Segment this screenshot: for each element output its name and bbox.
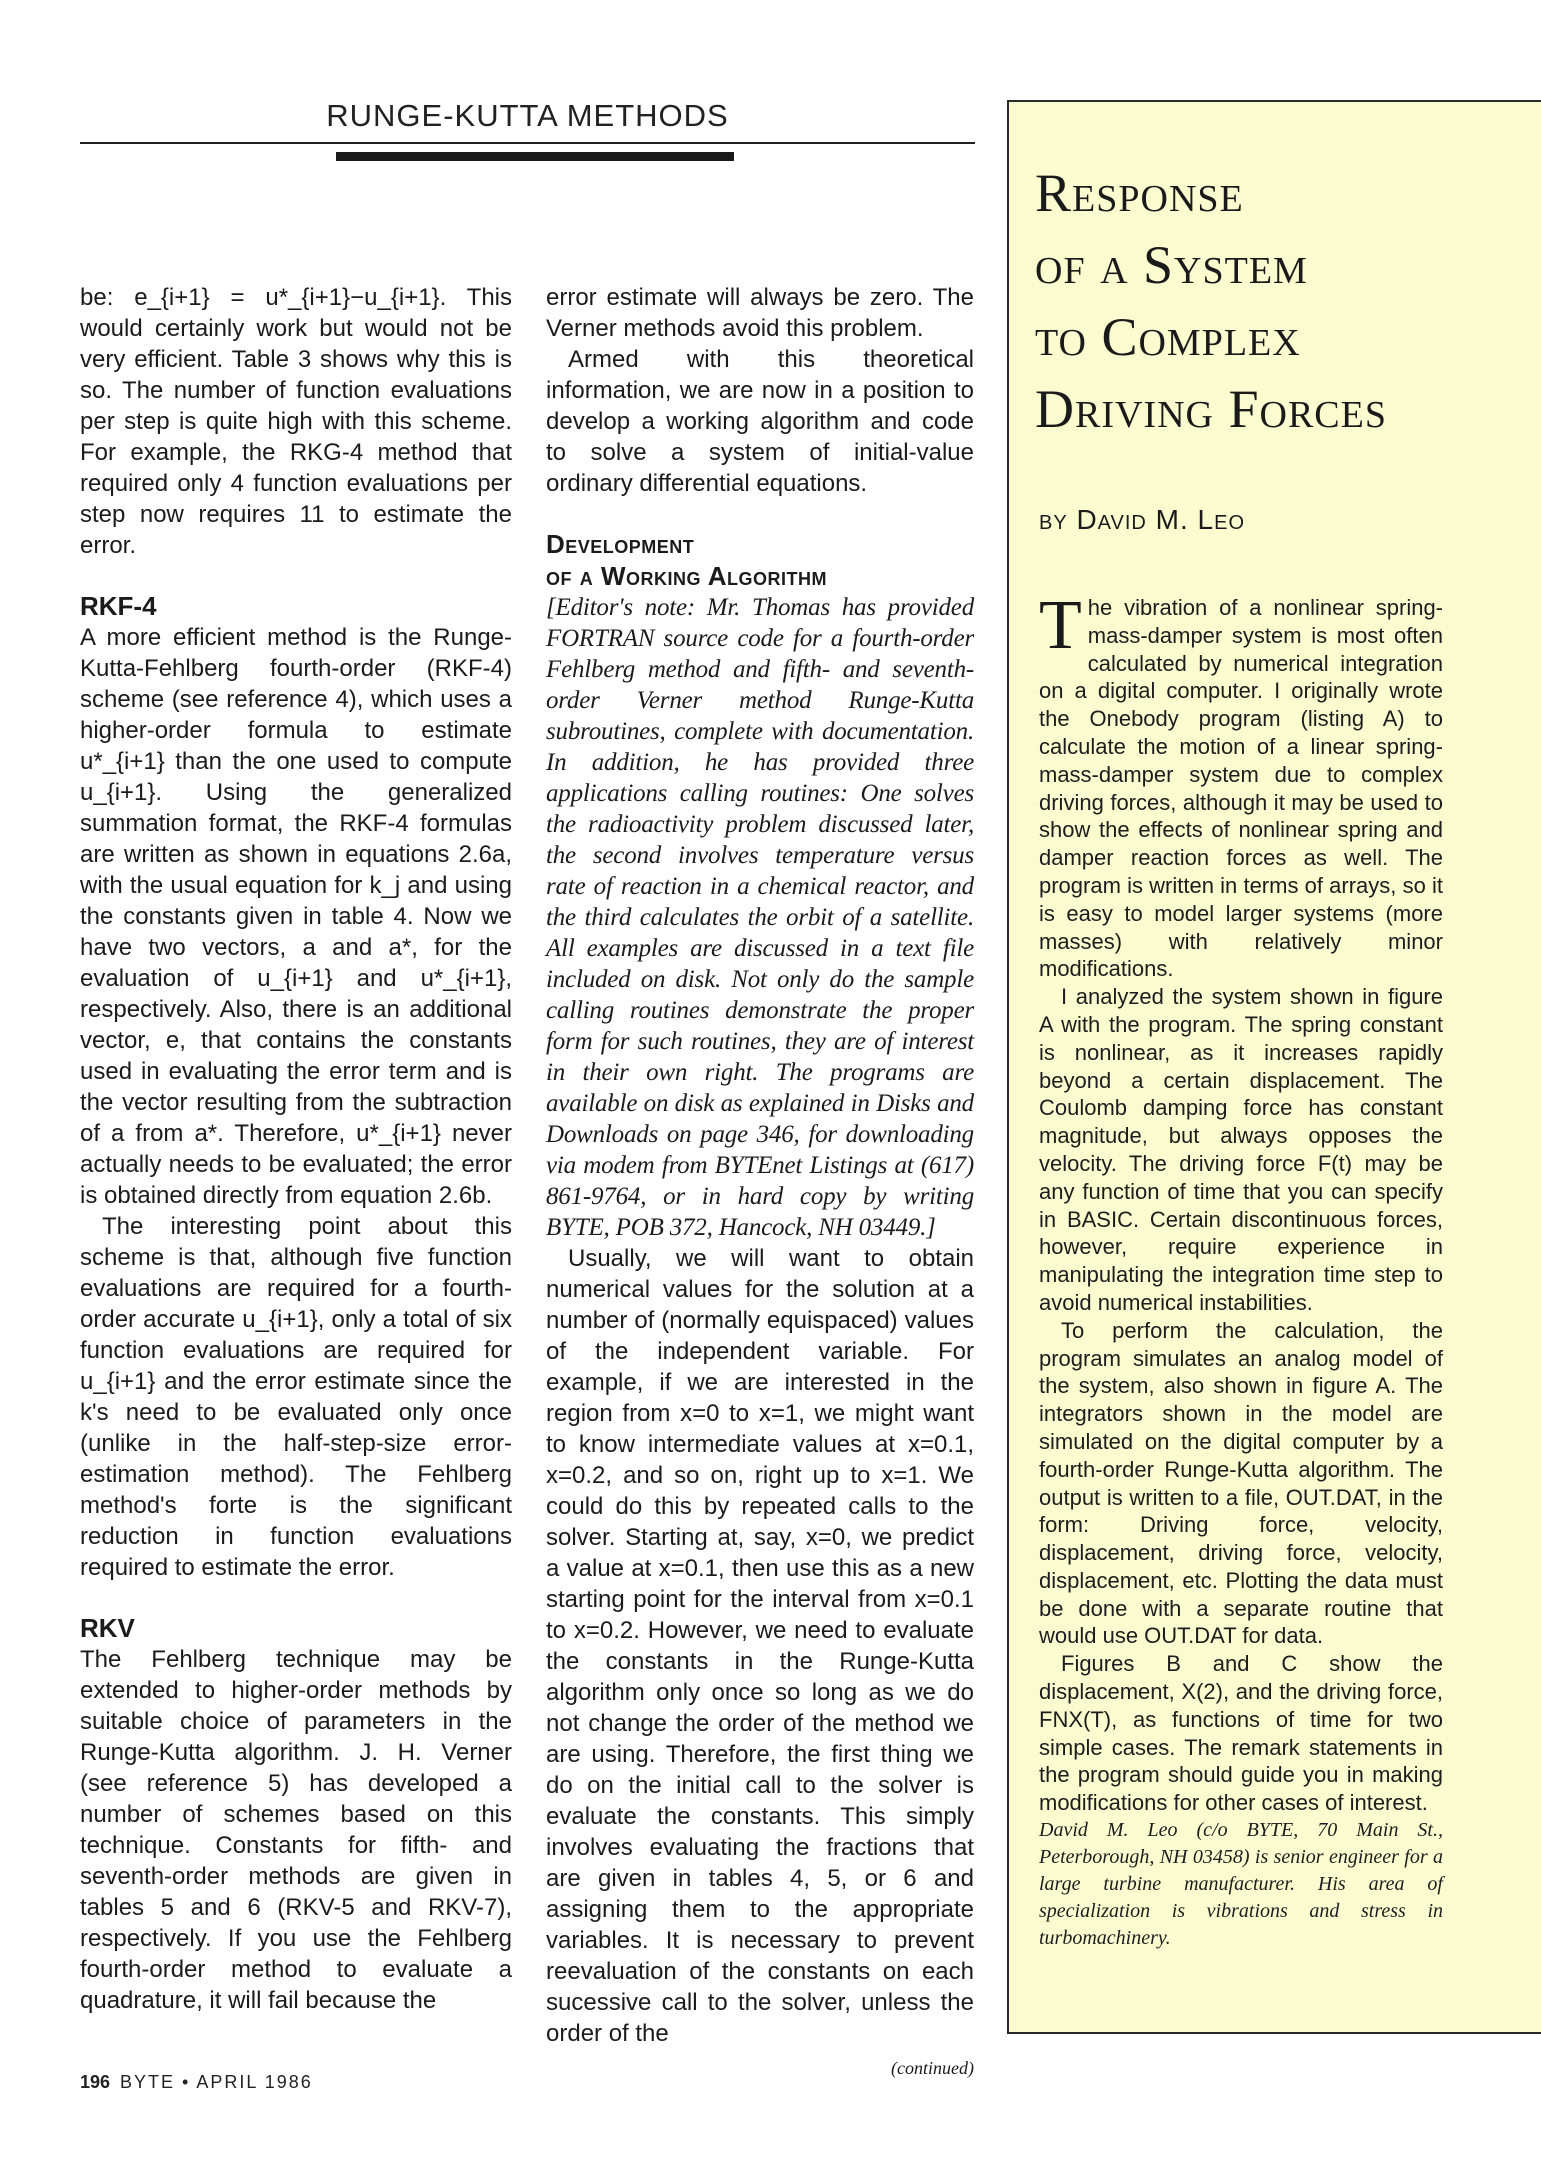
sidebar-byline: by David M. Leo: [1039, 504, 1246, 535]
sidebar-body: [1039, 587, 1443, 1952]
publication-info: BYTE • APRIL 1986: [120, 2072, 313, 2092]
sidebar-title-line3: to Complex: [1035, 307, 1301, 367]
paragraph-rkf4: A more efficient method is the Runge-Kutta-Fehlberg fourth-order (RKF-4) scheme (see reference 4), which uses a higher-order formula to estimate u*_{i+1} than the one used to compute u_{i+1}. Using the generalized summation format, the RKF-4 formulas are written as shown in equations 2.6a, with the usual equation for k_j and using the constants given in table 4. Now we have two vectors, a and a*, for the evaluation of u_{i+1} and u*_{i+1}, respectively. Also, there is an additional vector, e, that contains the constants used in evaluating the error term and is the vector resulting from the subtraction of a from a*. Therefore, u*_{i+1} never actually needs to be evaluated; the error is obtained directly from equation 2.6b.: [80, 624, 512, 1209]
paragraph-rkv: The Fehlberg technique may be extended to higher-order methods by suitable choice of parameters in the Runge-Kutta algorithm. J. H. Verner (see reference 5) has developed a number of schemes based on this technique. Constants for fifth- and seventh-order methods are given in tables 5 and 6 (RKV-5 and RKV-7), respectively. If you use the Fehlberg fourth-order method to evaluate a quadrature, it will fail because the: [80, 1646, 512, 2014]
paragraph-error-definition: be: e_{i+1} = u*_{i+1}−u_{i+1}. This would certainly work but would not be very efficient. Table 3 shows why this is so. The number of function evaluations per step is quite high with this scheme. For example, the RKG-4 method that required only 4 function evaluations per step now requires 11 to estimate the error.: [80, 284, 512, 559]
paragraph-armed: Armed with this theoretical information, we are now in a position to develop a working algorithm and code to solve a system of initial-value ordinary differential equations.: [546, 346, 974, 497]
sidebar-paragraph-4: Figures B and C show the displacement, X(2), and the driving force, FNX(T), as functions of time for two simple cases. The remark statements in the program should guide you in making modifications for other cases of interest.: [1039, 1651, 1443, 1816]
heading-rkv: RKV: [80, 1613, 135, 1643]
sidebar-title-line2: of a System: [1035, 235, 1308, 295]
column-left: [80, 282, 512, 2016]
continued-label: (continued): [891, 2058, 974, 2078]
running-header-title: RUNGE-KUTTA METHODS: [326, 98, 729, 133]
editors-note: [Editor's note: Mr. Thomas has provided FORTRAN source code for a fourth-order Fehlberg method and fifth- and seventh-order Verner method Runge-Kutta subroutines, complete with documentation. In addition, he has provided three applications calling routines: One solves the radioactivity problem discussed later, the second involves temperature versus rate of reaction in a chemical reactor, and the third calculates the orbit of a satellite. All examples are discussed in a text file included on disk. Not only do the sample calling routines demonstrate the proper form for such routines, they are of interest in their own right. The programs are available on disk as explained in Disks and Downloads on page 346, for downloading via modem from BYTEnet Listings at (617) 861-9764, or in hard copy by writing BYTE, POB 372, Hancock, NH 03449.]: [546, 594, 974, 1241]
sidebar-title-line1: Response: [1035, 163, 1244, 223]
author-bio: David M. Leo (c/o BYTE, 70 Main St., Peterborough, NH 03458) is senior engineer for a large turbine manufacturer. His area of specialization is vibrations and stress in turbomachinery.: [1039, 1819, 1443, 1950]
page-number: 196: [80, 2072, 111, 2092]
header-bar: [336, 152, 734, 161]
sidebar-title-line4: Driving Forces: [1035, 379, 1387, 439]
heading-development-line1: Development: [546, 529, 695, 559]
heading-development-line2: of a Working Algorithm: [546, 561, 828, 591]
sidebar-title: [1035, 157, 1535, 445]
sidebar-paragraph-3: To perform the calculation, the program simulates an analog model of the system, also shown in figure A. The integrators shown in the model are simulated on the digital computer by a fourth-order Runge-Kutta algorithm. The output is written to a file, OUT.DAT, in the form: Driving force, velocity, displacement, driving force, velocity, displacement, etc. Plotting the data must be done with a separate routine that would use OUT.DAT for data.: [1039, 1317, 1443, 1649]
header-rule: [80, 142, 975, 144]
drop-cap: T: [1039, 587, 1082, 664]
sidebar-box: [1007, 100, 1541, 2034]
sidebar-paragraph-1: he vibration of a nonlinear spring-mass-damper system is most often calculated by numerical integration on a digital computer. I originally wrote the Onebody program (listing A) to calculate the motion of a linear spring-mass-damper system due to complex driving forces, although it may be used to show the effects of nonlinear spring and damper reaction forces as well. The program is written in terms of arrays, so it is easy to model larger systems (more masses) with relatively minor modifications.: [1039, 595, 1443, 982]
paragraph-verner-avoid: error estimate will always be zero. The Verner methods avoid this problem.: [546, 284, 974, 342]
page-footer: [80, 2072, 313, 2093]
heading-rkf4: RKF-4: [80, 591, 157, 621]
sidebar-paragraph-2: I analyzed the system shown in figure A with the program. The spring constant is nonlinear, as it increases rapidly beyond a certain displacement. The Coulomb damping force has constant magnitude, but always opposes the velocity. The driving force F(t) may be any function of time that you can specify in BASIC. Certain discontinuous forces, however, require experience in manipulating the integration time step to avoid numerical instabilities.: [1039, 984, 1443, 1315]
paragraph-usually: Usually, we will want to obtain numerical values for the solution at a number of (normally equispaced) values of the independent variable. For example, if we are interested in the region from x=0 to x=1, we might want to know intermediate values at x=0.1, x=0.2, and so on, right up to x=1. We could do this by repeated calls to the solver. Starting at, say, x=0, we predict a value at x=0.1, then use this as a new starting point for the interval from x=0.1 to x=0.2. However, we need to evaluate the constants in the Runge-Kutta algorithm only once so long as we do not change the order of the method we are using. Therefore, the first thing we do on the initial call to the solver is evaluate the constants. This simply involves evaluating the fractions that are given in tables 4, 5, or 6 and assigning them to the appropriate variables. It is necessary to prevent reevaluation of the constants on each sucessive call to the solver, unless the order of the: [546, 1245, 974, 2047]
column-middle: [546, 282, 974, 2084]
paragraph-fehlberg-point: The interesting point about this scheme is that, although five function evaluations are required for a fourth-order accurate u_{i+1}, only a total of six function evaluations are required for u_{i+1} and the error estimate since the k's need to be evaluated only once (unlike in the half-step-size error-estimation method). The Fehlberg method's forte is the significant reduction in function evaluations required to estimate the error.: [80, 1213, 512, 1581]
